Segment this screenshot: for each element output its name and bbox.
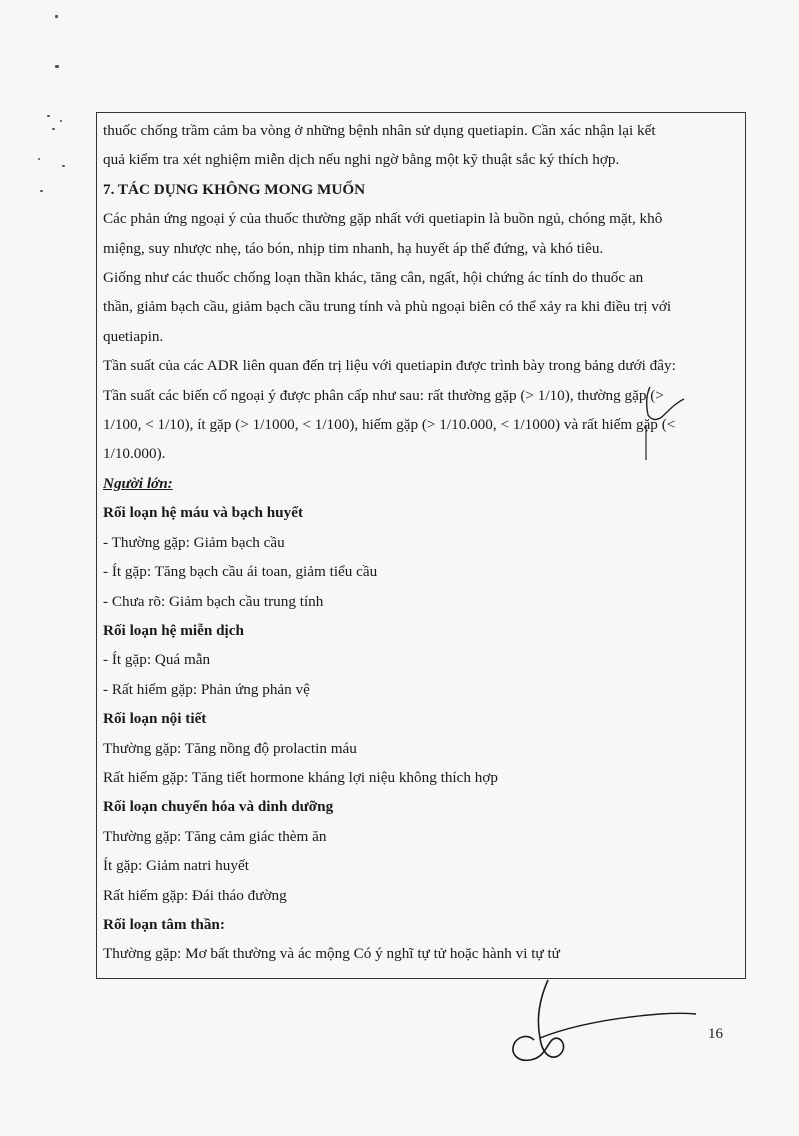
scan-speck	[47, 115, 50, 117]
list-item: Thường gặp: Mơ bất thường và ác mộng Có ý nghĩ tự tử hoặc hành vi tự tử	[103, 945, 560, 963]
text-line: Các phản ứng ngoại ý của thuốc thường gặp nhất với quetiapin là buồn ngủ, chóng mặt, khô	[103, 210, 663, 228]
subsection-title: Rối loạn nội tiết	[103, 710, 207, 728]
scan-speck	[55, 15, 58, 18]
scan-speck	[55, 65, 59, 68]
subsection-title: Rối loạn tâm thần:	[103, 915, 225, 933]
scan-speck	[52, 128, 55, 130]
scan-speck	[62, 165, 65, 167]
subsection-title: Rối loạn hệ máu và bạch huyết	[103, 504, 303, 522]
text-line: thuốc chống trầm cảm ba vòng ở những bệnh nhân sử dụng quetiapin. Cần xác nhận lại kết	[103, 122, 656, 139]
text-line: 1/10.000).	[103, 445, 166, 463]
text-line: Tần suất các biến cố ngoại ý được phân cấp như sau: rất thường gặp (> 1/10), thường gặp (>	[103, 386, 664, 404]
section-heading: 7. TÁC DỤNG KHÔNG MONG MUỐN	[103, 180, 366, 198]
pen-mark	[628, 385, 698, 465]
adult-heading: Người lớn:	[103, 474, 173, 492]
list-item: Thường gặp: Tăng cảm giác thèm ăn	[103, 827, 327, 845]
signature	[500, 978, 700, 1068]
list-item: - Ít gặp: Tăng bạch cầu ái toan, giảm tiểu cầu	[103, 563, 378, 581]
text-line: quả kiểm tra xét nghiệm miễn dịch nếu nghi ngờ bằng một kỹ thuật sắc ký thích hợp.	[103, 151, 620, 169]
page-number: 16	[708, 1026, 723, 1042]
document-body	[103, 116, 743, 969]
list-item: - Chưa rõ: Giảm bạch cầu trung tính	[103, 592, 324, 610]
scan-speck	[40, 190, 43, 192]
scan-speck	[38, 158, 40, 160]
text-line: miệng, suy nhược nhẹ, táo bón, nhịp tim nhanh, hạ huyết áp thế đứng, và khó tiêu.	[103, 239, 604, 257]
list-item: - Thường gặp: Giảm bạch cầu	[103, 533, 285, 551]
list-item: Ít gặp: Giảm natri huyết	[103, 857, 249, 875]
list-item: - Rất hiếm gặp: Phản ứng phản vệ	[103, 680, 310, 698]
text-line: thần, giảm bạch cầu, giảm bạch cầu trung tính và phù ngoại biên có thể xảy ra khi điều trị với	[103, 298, 672, 316]
text-line: Giống như các thuốc chống loạn thần khác, tăng cân, ngất, hội chứng ác tính do thuốc an	[103, 269, 644, 287]
text-line: 1/100, < 1/10), ít gặp (> 1/1000, < 1/100), hiếm gặp (> 1/10.000, < 1/1000) và rất hiếm gặp (<	[103, 416, 676, 434]
text-line: quetiapin.	[103, 327, 164, 345]
list-item: Thường gặp: Tăng nồng độ prolactin máu	[103, 739, 357, 757]
list-item: Rất hiếm gặp: Tăng tiết hormone kháng lợi niệu không thích hợp	[103, 768, 498, 786]
subsection-title: Rối loạn hệ miễn dịch	[103, 621, 244, 639]
list-item: Rất hiếm gặp: Đái tháo đường	[103, 886, 287, 904]
list-item: - Ít gặp: Quá mẫn	[103, 651, 211, 669]
text-line: Tần suất của các ADR liên quan đến trị liệu với quetiapin được trình bày trong bảng dưới đây:	[103, 357, 676, 375]
subsection-title: Rối loạn chuyển hóa và dinh dưỡng	[103, 798, 334, 816]
scan-speck	[60, 120, 62, 122]
